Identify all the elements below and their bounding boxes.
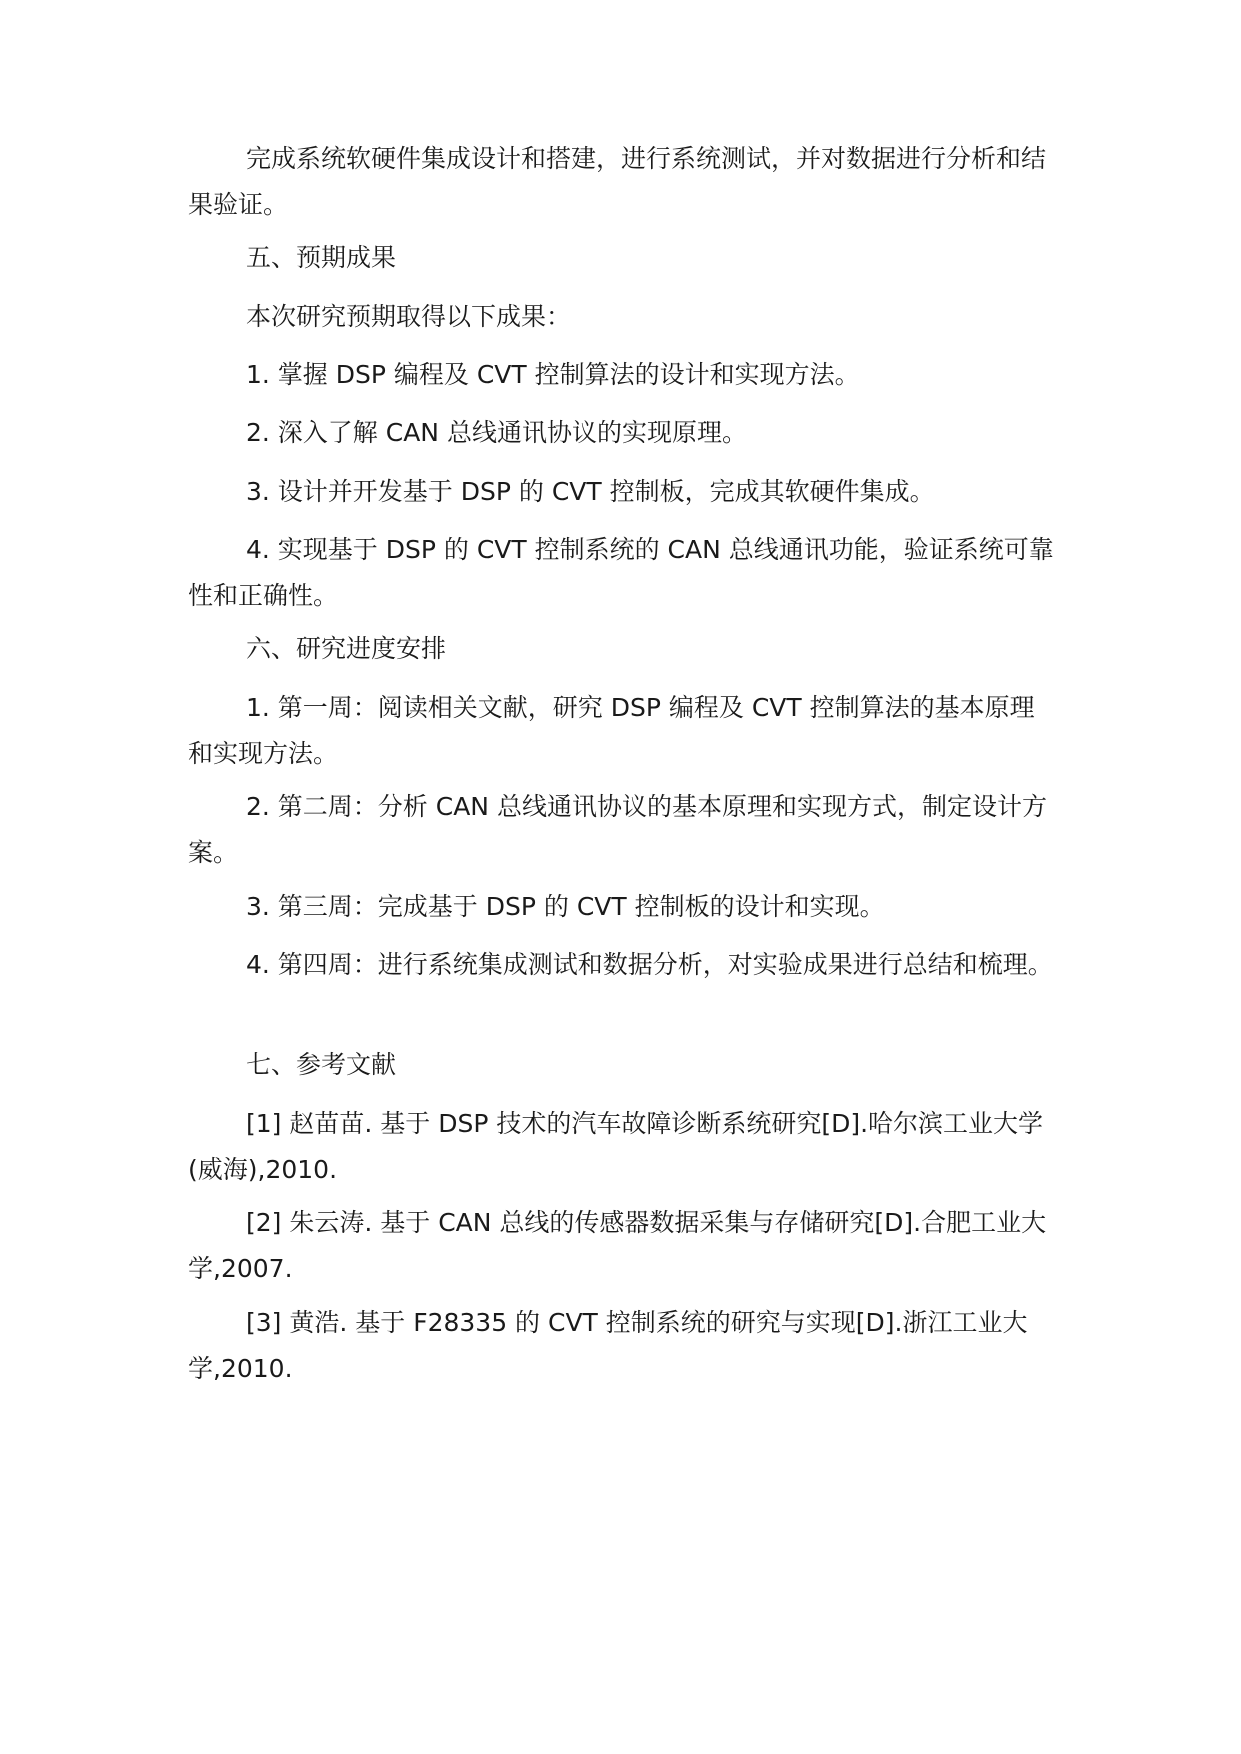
list-item-week-2: 2. 第二周：分析 CAN 总线通讯协议的基本原理和实现方式，制定设计方案。 [188,792,1047,867]
list-item-result-1: 1. 掌握 DSP 编程及 CVT 控制算法的设计和实现方法。 [246,360,860,389]
heading-references: 七、参考文献 [246,1050,397,1079]
reference-2: [2] 朱云涛. 基于 CAN 总线的传感器数据采集与存储研究[D].合肥工业大学,2007. [188,1208,1047,1283]
reference-3: [3] 黄浩. 基于 F28335 的 CVT 控制系统的研究与实现[D].浙江工业大学,2010. [188,1308,1028,1383]
reference-1: [1] 赵苗苗. 基于 DSP 技术的汽车故障诊断系统研究[D].哈尔滨工业大学(威海),2010. [188,1109,1044,1184]
paragraph-results-intro: 本次研究预期取得以下成果： [246,302,572,331]
heading-expected-results: 五、预期成果 [246,243,397,272]
list-item-week-4: 4. 第四周：进行系统集成测试和数据分析，对实验成果进行总结和梳理。 [246,950,1053,979]
list-item-week-1: 1. 第一周：阅读相关文献，研究 DSP 编程及 CVT 控制算法的基本原理和实现方法。 [188,693,1035,768]
list-item-week-3: 3. 第三周：完成基于 DSP 的 CVT 控制板的设计和实现。 [246,892,885,921]
paragraph-system-integration: 完成系统软硬件集成设计和搭建，进行系统测试，并对数据进行分析和结果验证。 [188,144,1047,219]
document-page [188,0,1058,1754]
list-item-result-2: 2. 深入了解 CAN 总线通讯协议的实现原理。 [246,418,747,447]
list-item-result-3: 3. 设计并开发基于 DSP 的 CVT 控制板，完成其软硬件集成。 [246,477,935,506]
heading-schedule: 六、研究进度安排 [246,634,447,663]
list-item-result-4: 4. 实现基于 DSP 的 CVT 控制系统的 CAN 总线通讯功能，验证系统可靠性和正确性。 [188,535,1054,610]
